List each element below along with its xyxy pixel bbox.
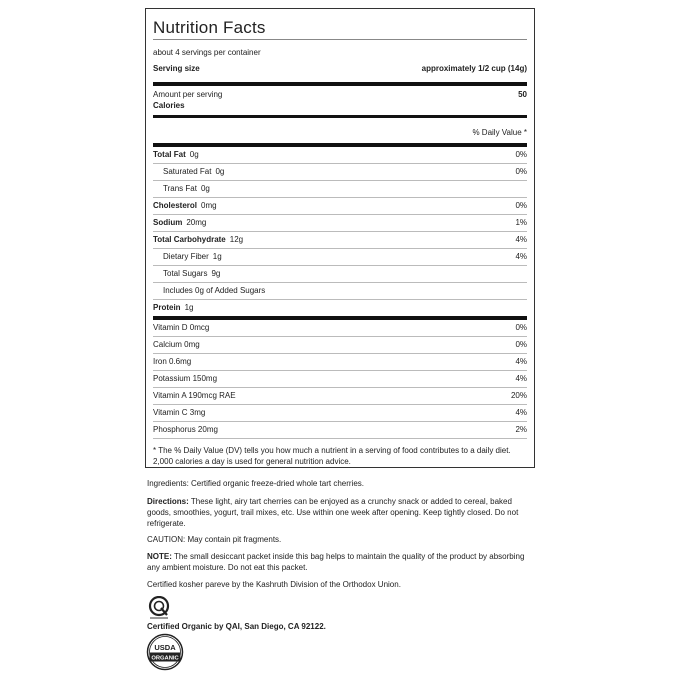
nutrient-amount: 20mg <box>186 218 207 227</box>
nutrient-name: Includes 0g of Added Sugars <box>163 286 266 295</box>
nutrient-amount: 0mg <box>201 201 217 210</box>
usda-organic-seal-icon <box>146 633 184 671</box>
note-paragraph <box>147 551 537 573</box>
nutrient-amount: 1g <box>184 303 194 312</box>
nutrient-amount: 1g <box>212 252 222 261</box>
nutrient-row <box>153 300 527 320</box>
vitamin-mineral-daily-value: 0% <box>515 323 527 332</box>
serving-size-row <box>153 63 527 75</box>
vitamin-mineral-row <box>153 337 527 354</box>
nutrient-row <box>153 266 527 283</box>
vitamin-mineral-row <box>153 354 527 371</box>
vitamin-mineral-daily-value: 4% <box>515 357 527 366</box>
nutrient-daily-value: 4% <box>515 252 527 261</box>
nutrient-daily-value: 4% <box>515 235 527 244</box>
vitamin-mineral-label: Iron 0.6mg <box>153 357 192 366</box>
note-label: NOTE: <box>147 552 172 561</box>
vitamin-mineral-daily-value: 2% <box>515 425 527 434</box>
vitamin-mineral-daily-value: 0% <box>515 340 527 349</box>
nutrient-label <box>153 232 243 248</box>
nutrition-facts-title: Nutrition Facts <box>153 18 266 37</box>
vitamin-mineral-label: Vitamin A 190mcg RAE <box>153 391 236 400</box>
nutrient-row <box>153 147 527 164</box>
nutrient-row <box>153 283 527 300</box>
nutrient-label <box>153 249 222 265</box>
caution-text: CAUTION: May contain pit fragments. <box>147 535 282 544</box>
nutrient-amount: 0g <box>215 167 225 176</box>
nutrient-row <box>153 198 527 215</box>
vitamin-mineral-row <box>153 320 527 337</box>
vitamin-mineral-label: Vitamin C 3mg <box>153 408 206 417</box>
kosher-text: Certified kosher pareve by the Kashruth Division of the Orthodox Union. <box>147 580 401 589</box>
vitamin-mineral-daily-value: 4% <box>515 374 527 383</box>
serving-size-label: Serving size <box>153 64 200 73</box>
vitamin-mineral-label: Phosphorus 20mg <box>153 425 218 434</box>
amount-per-serving-row <box>153 89 527 100</box>
amount-per-serving-label: Amount per serving <box>153 90 223 99</box>
nutrient-label <box>153 300 193 316</box>
nutrient-name: Total Fat <box>153 150 186 159</box>
nutrient-daily-value: 0% <box>515 201 527 210</box>
nutrient-name: Total Sugars <box>163 269 208 278</box>
nutrient-daily-value: 0% <box>515 167 527 176</box>
nutrient-label <box>153 266 220 282</box>
daily-value-header: % Daily Value * <box>472 128 527 137</box>
nutrient-row <box>153 181 527 198</box>
nutrient-name: Saturated Fat <box>163 167 212 176</box>
daily-value-footnote: * The % Daily Value (DV) tells you how much a nutrient in a serving of food contributes to a daily diet. 2,000 calories a day is used for general nutrition advice. <box>153 446 511 466</box>
nutrient-label <box>153 164 224 180</box>
calories-label: Calories <box>153 101 185 110</box>
nutrient-amount: 0g <box>200 184 210 193</box>
nutrient-row <box>153 232 527 249</box>
nutrient-daily-value: 1% <box>515 218 527 227</box>
nutrient-label <box>153 147 199 163</box>
nutrient-row <box>153 215 527 232</box>
vitamin-mineral-label: Vitamin D 0mcg <box>153 323 210 332</box>
note-text: The small desiccant packet inside this bag helps to maintain the quality of the product by absorbing any ambient moisture. Do not eat this packet. <box>147 552 525 572</box>
nutrient-name: Total Carbohydrate <box>153 235 226 244</box>
vitamin-mineral-row <box>153 388 527 405</box>
vitamin-mineral-daily-value: 4% <box>515 408 527 417</box>
vitamin-mineral-daily-value: 20% <box>510 391 527 400</box>
nutrient-amount: 0g <box>189 150 199 159</box>
servings-per-container: about 4 servings per container <box>153 48 261 57</box>
nutrient-label <box>153 215 206 231</box>
nutrient-amount: 9g <box>211 269 221 278</box>
nutrient-label <box>153 198 217 214</box>
divider-medium <box>153 115 527 118</box>
macronutrient-list <box>153 147 527 320</box>
vitamin-mineral-row <box>153 405 527 422</box>
directions-paragraph <box>147 496 537 529</box>
nutrient-amount: 12g <box>229 235 244 244</box>
usda-seal-bottom-text: ORGANIC <box>151 655 179 662</box>
nutrient-name: Sodium <box>153 218 183 227</box>
usda-seal-top-text: USDA <box>154 643 176 652</box>
vitamin-mineral-label: Calcium 0mg <box>153 340 200 349</box>
vitamin-mineral-label: Potassium 150mg <box>153 374 218 383</box>
divider-heavy <box>153 82 527 86</box>
directions-text: These light, airy tart cherries can be enjoyed as a crunchy snack or added to cereal, baked goods, smoothies, yogurt, trail mixes, etc. Use within one week after opening. Keep tightly closed. Do not refrigerate. <box>147 497 519 528</box>
ingredients-text: Ingredients: Certified organic freeze-dried whole tart cherries. <box>147 479 364 488</box>
vitamin-mineral-row <box>153 422 527 439</box>
divider <box>153 39 527 40</box>
certified-organic-text: Certified Organic by QAI, San Diego, CA 92122. <box>147 622 326 631</box>
calories-value: 50 <box>518 90 527 99</box>
micronutrient-list <box>153 320 527 439</box>
serving-size-value: approximately 1/2 cup (14g) <box>421 64 527 73</box>
qai-logo-icon <box>148 596 170 620</box>
nutrient-name: Protein <box>153 303 181 312</box>
nutrient-label <box>153 283 265 299</box>
nutrient-name: Trans Fat <box>163 184 197 193</box>
vitamin-mineral-row <box>153 371 527 388</box>
nutrition-facts-panel <box>145 8 535 468</box>
nutrient-name: Dietary Fiber <box>163 252 209 261</box>
directions-label: Directions: <box>147 497 189 506</box>
nutrient-daily-value: 0% <box>515 150 527 159</box>
nutrient-row <box>153 249 527 266</box>
nutrient-row <box>153 164 527 181</box>
nutrient-name: Cholesterol <box>153 201 198 210</box>
nutrient-label <box>153 181 210 197</box>
